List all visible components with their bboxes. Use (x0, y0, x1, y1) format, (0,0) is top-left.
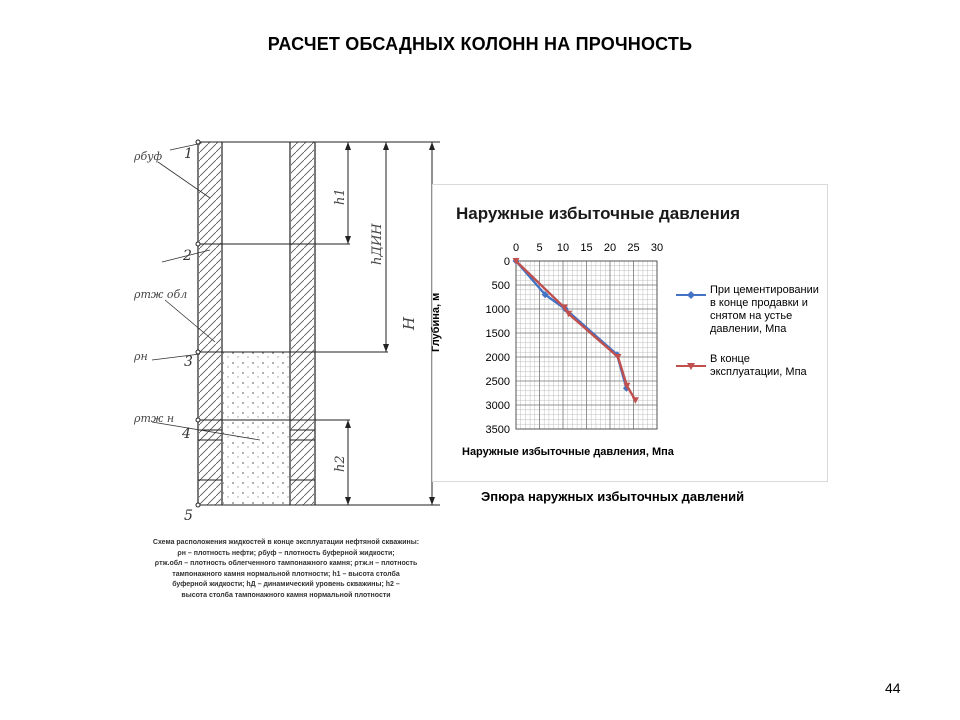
x-tick-label: 10 (556, 242, 570, 254)
x-tick-label: 20 (603, 242, 617, 254)
series-2-point (632, 397, 639, 404)
lower-fluid-fill (223, 352, 289, 504)
caption-line-4: тампонажного камня нормальной плотности; h1 – высота столба (172, 570, 400, 578)
y-tick-label: 1500 (485, 328, 510, 340)
dim-label-h1: h1 (333, 188, 348, 205)
chart-x-label: Наружные избыточные давления, Мпа (462, 446, 674, 458)
point-label-3: 3 (184, 354, 193, 370)
y-tick-label: 0 (503, 256, 510, 268)
label-rho-buf: ρбуф (134, 150, 163, 163)
chart-caption: Эпюра наружных избыточных давлений (481, 489, 745, 504)
legend-swatch-blue (676, 290, 706, 300)
label-rho-n: ρн (134, 350, 148, 363)
caption-line-6: высота столба тампонажного камня нормальной плотности (181, 591, 391, 599)
caption-line-5: буферной жидкости; hД – динамический уровень скважины; h2 – (172, 581, 400, 588)
page-title: РАСЧЕТ ОБСАДНЫХ КОЛОНН НА ПРОЧНОСТЬ (267, 34, 693, 54)
legend-item-exploitation: В конце эксплуатации, Мпа (710, 353, 807, 378)
label-rho-tzh-n: ρтж н (134, 412, 175, 425)
y-tick-label: 2500 (485, 376, 510, 388)
x-tick-label: 0 (512, 242, 520, 254)
x-tick-label: 30 (650, 242, 664, 254)
y-tick-label: 500 (491, 280, 510, 292)
dimension-lines (348, 142, 432, 505)
y-tick-label: 2000 (485, 352, 510, 364)
dim-label-h2: h2 (333, 455, 348, 472)
point-label-1: 1 (184, 146, 193, 162)
x-tick-label: 5 (536, 242, 543, 254)
annulus-left-hatch (199, 142, 221, 505)
legend-item-cementing: При цементировании в конце продавки и снятом на устье давлении, Мпа (710, 284, 819, 335)
dim-label-hdin: hДИН (370, 223, 385, 265)
schematic-caption (134, 538, 438, 601)
x-tick-label: 15 (580, 242, 593, 254)
y-tick-label: 1000 (485, 304, 510, 316)
x-tick-label: 25 (627, 242, 640, 254)
point-label-4: 4 (182, 426, 191, 442)
caption-line-3: ρтж.обл – плотность облегченного тампонажного камня; ρтж.н – плотность (154, 560, 418, 567)
legend-swatch-red (676, 361, 706, 371)
caption-line-1: Схема расположения жидкостей в конце эксплуатации нефтяной скважины: (152, 539, 420, 546)
annulus-right-hatch (291, 142, 314, 505)
point-label-5: 5 (184, 508, 193, 524)
dim-label-H: H (400, 316, 418, 330)
point-label-2: 2 (183, 248, 192, 264)
dimension-arrows (345, 142, 435, 505)
page-number: 44 (885, 680, 901, 696)
label-rho-tzh-obl: ρтж обл (134, 288, 188, 301)
y-tick-label: 3000 (485, 400, 510, 412)
chart-title: Наружные избыточные давления (456, 204, 741, 223)
y-tick-label: 3500 (485, 424, 510, 436)
chart-y-label: Глубина, м (430, 292, 442, 352)
caption-line-2: ρн – плотность нефти; ρбуф – плотность буферной жидкости; (177, 549, 395, 557)
